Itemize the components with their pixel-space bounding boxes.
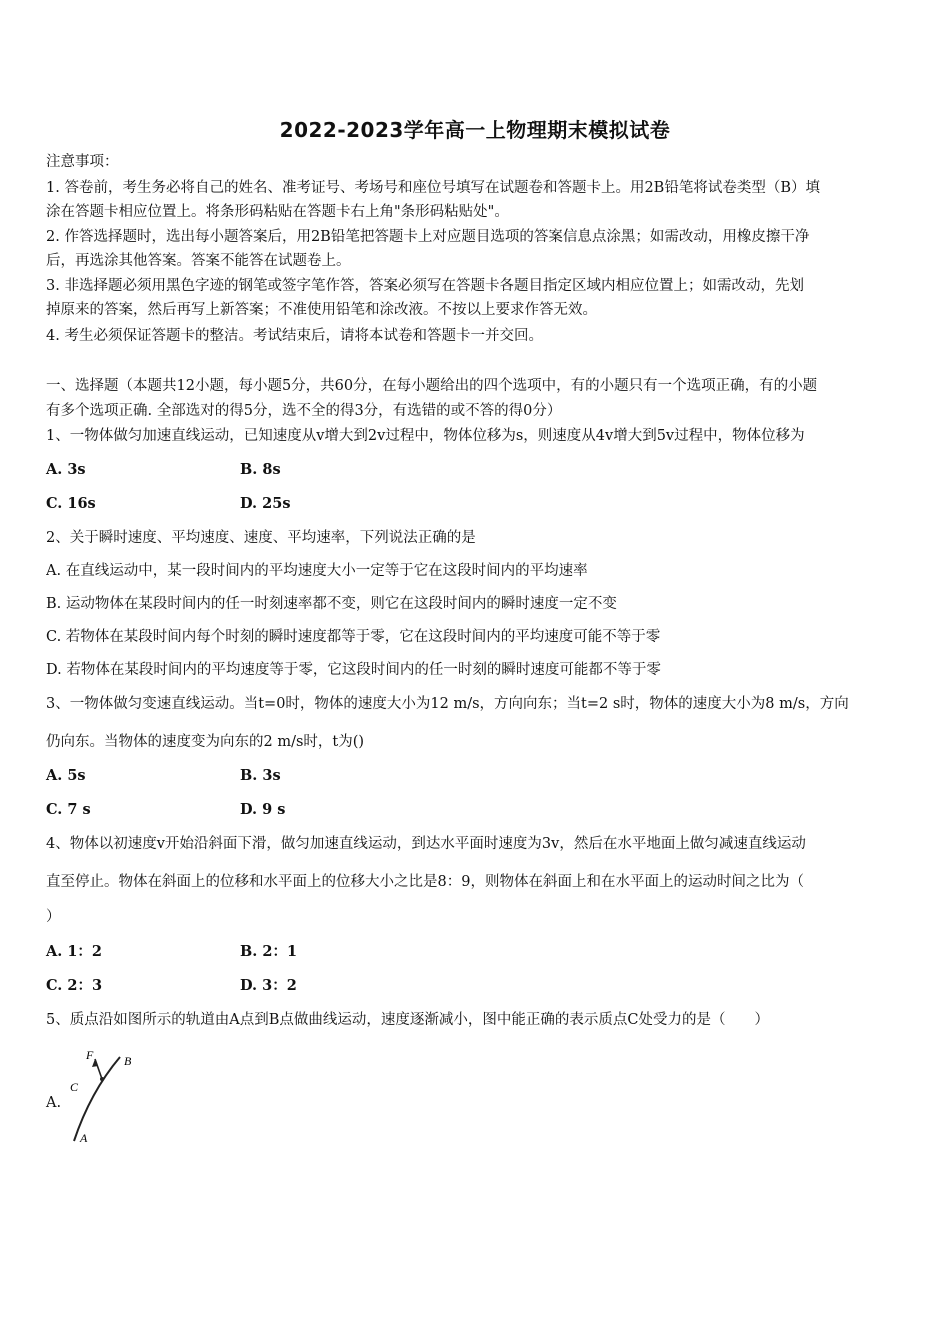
- section-intro: 有多个选项正确. 全部选对的得5分，选不全的得3分，有选错的或不答的得0分）: [46, 403, 562, 419]
- q2-option-b[interactable]: B. 运动物体在某段时间内的任一时刻速率都不变，则它在这段时间内的瞬时速度一定不变: [46, 596, 617, 612]
- page-title: 2022-2023学年高一上物理期末模拟试卷: [279, 118, 671, 142]
- q3-option-b[interactable]: B. 3s: [240, 767, 281, 784]
- trajectory-curve: [74, 1057, 120, 1141]
- q1-option-b[interactable]: B. 8s: [240, 461, 281, 478]
- q4-option-c[interactable]: C. 2：3: [46, 977, 103, 994]
- trajectory-figure: [60, 1045, 150, 1150]
- question-3-stem: 3、一物体做匀变速直线运动。当t=0时，物体的速度大小为12 m/s，方向向东；当t=2 s时，物体的速度大小为8 m/s，方向: [46, 696, 849, 712]
- notice-line: 4. 考生必须保证答题卡的整洁。考试结束后，请将本试卷和答题卡一并交回。: [46, 328, 543, 344]
- q3-option-c[interactable]: C. 7 s: [46, 801, 91, 818]
- question-4-stem: ）: [46, 909, 61, 925]
- q2-option-a[interactable]: A. 在直线运动中，某一段时间内的平均速度大小一定等于它在这段时间内的平均速率: [46, 563, 588, 579]
- question-2-stem: 2、关于瞬时速度、平均速度、速度、平均速率，下列说法正确的是: [46, 530, 476, 546]
- section-intro: 一、选择题（本题共12小题，每小题5分，共60分，在每小题给出的四个选项中，有的小题只有一个选项正确，有的小题: [46, 378, 818, 394]
- q3-option-a[interactable]: A. 5s: [46, 767, 86, 784]
- q2-option-c[interactable]: C. 若物体在某段时间内每个时刻的瞬时速度都等于零，它在这段时间内的平均速度可能不等于零: [46, 629, 661, 645]
- question-4-stem: 直至停止。物体在斜面上的位移和水平面上的位移大小之比是8：9，则物体在斜面上和在水平面上的运动时间之比为（: [46, 874, 804, 890]
- notice-line: 掉原来的答案，然后再写上新答案；不准使用铅笔和涂改液。不按以上要求作答无效。: [46, 302, 597, 318]
- label-f: F: [86, 1048, 94, 1062]
- notice-line: 2. 作答选择题时，选出每小题答案后，用2B铅笔把答题卡上对应题目选项的答案信息点涂黑；如需改动，用橡皮擦干净: [46, 229, 810, 245]
- q1-option-c[interactable]: C. 16s: [46, 495, 96, 512]
- notice-line: 3. 非选择题必须用黑色字迹的钢笔或签字笔作答，答案必须写在答题卡各题目指定区域内相应位置上；如需改动，先划: [46, 278, 804, 294]
- q3-option-d[interactable]: D. 9 s: [240, 801, 286, 818]
- question-3-stem: 仍向东。当物体的速度变为向东的2 m/s时，t为(): [46, 734, 365, 750]
- q5-figure-option-label[interactable]: A.: [46, 1095, 62, 1111]
- question-4-stem: 4、物体以初速度v开始沿斜面下滑，做匀加速直线运动，到达水平面时速度为3v，然后在水平地面上做匀减速直线运动: [46, 836, 806, 852]
- question-5-stem: 5、质点沿如图所示的轨道由A点到B点做曲线运动，速度逐渐减小，图中能正确的表示质点C处受力的是（ ）: [46, 1012, 769, 1028]
- q1-option-d[interactable]: D. 25s: [240, 495, 291, 512]
- q2-option-d[interactable]: D. 若物体在某段时间内的平均速度等于零，它这段时间内的任一时刻的瞬时速度可能都不等于零: [46, 662, 661, 678]
- notice-line: 后，再选涂其他答案。答案不能答在试题卷上。: [46, 253, 351, 269]
- label-a: A: [80, 1131, 88, 1145]
- q1-option-a[interactable]: A. 3s: [46, 461, 86, 478]
- label-b: B: [124, 1054, 132, 1068]
- notice-line: 1. 答卷前，考生务必将自己的姓名、准考证号、考场号和座位号填写在试题卷和答题卡上。用2B铅笔将试卷类型（B）填: [46, 180, 820, 196]
- q4-option-b[interactable]: B. 2：1: [240, 943, 298, 960]
- point-c-marker: [100, 1077, 104, 1081]
- label-c: C: [70, 1080, 79, 1094]
- q4-option-d[interactable]: D. 3：2: [240, 977, 297, 994]
- notice-heading: 注意事项：: [46, 154, 119, 170]
- q4-option-a[interactable]: A. 1：2: [46, 943, 103, 960]
- notice-line: 涂在答题卡相应位置上。将条形码粘贴在答题卡右上角"条形码粘贴处"。: [46, 204, 509, 220]
- question-1-stem: 1、一物体做匀加速直线运动，已知速度从v增大到2v过程中，物体位移为s，则速度从4v增大到5v过程中，物体位移为: [46, 428, 805, 444]
